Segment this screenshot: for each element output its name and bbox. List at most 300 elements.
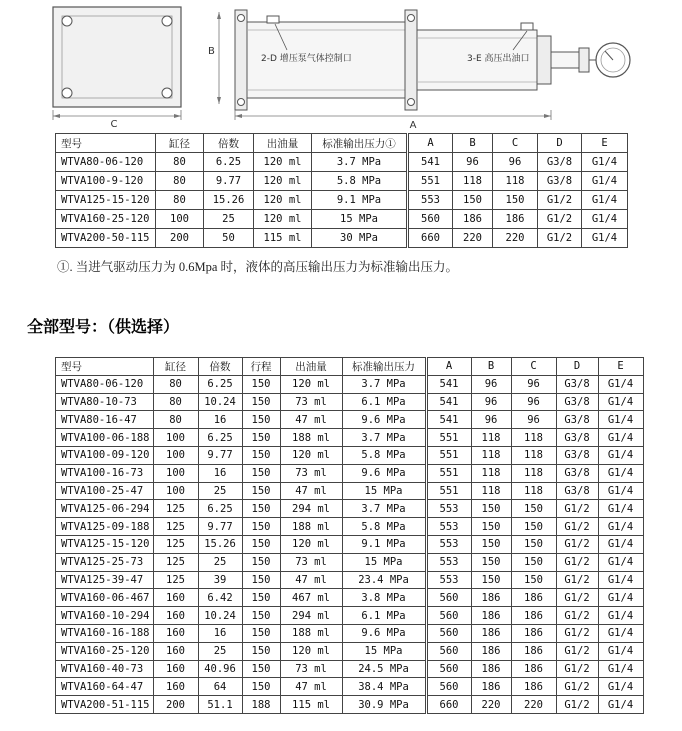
model-cell: WTVA160-10-294 (56, 607, 154, 625)
table-row (56, 191, 628, 210)
column-header: E (582, 134, 628, 153)
table-cell: G1/2 (556, 589, 598, 607)
model-cell: WTVA80-06-120 (56, 375, 154, 393)
column-header: E (598, 358, 643, 376)
table-cell: 188 ml (280, 518, 342, 536)
table-cell: 150 (242, 429, 280, 447)
bolt-hole-icon (238, 99, 245, 106)
bolt-hole-icon (62, 88, 72, 98)
table-cell: G1/4 (598, 571, 643, 589)
model-cell: WTVA100-06-188 (56, 429, 154, 447)
table-cell: 16 (198, 624, 242, 642)
table-cell: 80 (156, 191, 204, 210)
table-cell: G1/2 (556, 518, 598, 536)
table-cell: 150 (242, 375, 280, 393)
table-cell: G1/4 (598, 375, 643, 393)
table-cell: 3.7 MPa (342, 429, 426, 447)
table-cell: 150 (471, 500, 511, 518)
table-cell: G1/2 (556, 500, 598, 518)
table-cell: 9.1 MPa (312, 191, 408, 210)
column-header: A (426, 358, 471, 376)
table-cell: 220 (471, 696, 511, 714)
column-header: 标准输出压力 (342, 358, 426, 376)
table-cell: 150 (242, 589, 280, 607)
table-cell: G3/8 (538, 172, 582, 191)
table-cell: G1/4 (598, 696, 643, 714)
table-cell: 118 (471, 429, 511, 447)
table-cell: 160 (153, 589, 198, 607)
table-cell: 150 (511, 553, 556, 571)
table-cell: 150 (242, 607, 280, 625)
table-cell: 5.8 MPa (342, 518, 426, 536)
table-cell: 220 (493, 229, 538, 248)
model-cell: WTVA200-50-115 (56, 229, 156, 248)
table-cell: G3/8 (556, 464, 598, 482)
table-cell: 6.25 (198, 375, 242, 393)
table-cell: G1/2 (538, 210, 582, 229)
table-cell: 9.77 (198, 518, 242, 536)
model-cell: WTVA80-06-120 (56, 153, 156, 172)
column-header: 缸径 (153, 358, 198, 376)
table-row (56, 553, 644, 571)
table-cell: 150 (242, 482, 280, 500)
table-cell: 125 (153, 571, 198, 589)
table-cell: 9.6 MPa (342, 411, 426, 429)
table-cell: 186 (511, 607, 556, 625)
model-cell: WTVA80-16-47 (56, 411, 154, 429)
table-cell: 118 (511, 429, 556, 447)
footnote: ①. 当进气驱动压力为 0.6Mpa 时，液体的高压输出压力为标准输出压力。 (57, 260, 459, 274)
table-cell: 3.7 MPa (342, 500, 426, 518)
table-cell: 80 (153, 375, 198, 393)
table-cell: 553 (426, 571, 471, 589)
table-row (56, 696, 644, 714)
column-header: D (556, 358, 598, 376)
table-cell: 6.1 MPa (342, 393, 426, 411)
column-header: 出油量 (254, 134, 312, 153)
table-cell: 15 MPa (342, 642, 426, 660)
table-cell: 160 (153, 678, 198, 696)
table-cell: 120 ml (254, 172, 312, 191)
table-cell: 150 (471, 535, 511, 553)
table-cell: 150 (242, 571, 280, 589)
table-cell: 96 (471, 411, 511, 429)
table-cell: 186 (471, 589, 511, 607)
table-cell: 186 (471, 678, 511, 696)
table-cell: 186 (493, 210, 538, 229)
table-cell: 150 (511, 535, 556, 553)
table-cell: G1/2 (538, 191, 582, 210)
table-cell: 3.7 MPa (342, 375, 426, 393)
table-cell: 150 (471, 553, 511, 571)
table-cell: 118 (471, 482, 511, 500)
table-cell: 73 ml (280, 393, 342, 411)
table-cell: 9.1 MPa (342, 535, 426, 553)
table-row (56, 482, 644, 500)
column-header: 标准输出压力① (312, 134, 408, 153)
table-cell: G1/2 (556, 696, 598, 714)
table-cell: 200 (153, 696, 198, 714)
table-cell: 6.1 MPa (342, 607, 426, 625)
table-cell: 541 (408, 153, 453, 172)
bolt-hole-icon (62, 16, 72, 26)
table-cell: 150 (242, 535, 280, 553)
table-cell: 560 (426, 660, 471, 678)
table-cell: G3/8 (556, 446, 598, 464)
table-cell: 125 (153, 535, 198, 553)
table-cell: 188 (242, 696, 280, 714)
table-cell: G1/4 (598, 624, 643, 642)
table-cell: 188 ml (280, 624, 342, 642)
table-cell: 186 (471, 642, 511, 660)
table-cell: 25 (198, 553, 242, 571)
model-cell: WTVA125-25-73 (56, 553, 154, 571)
table-cell: 551 (426, 482, 471, 500)
table-row (56, 446, 644, 464)
dimension-a-label: A (409, 120, 417, 130)
table-cell: 150 (242, 446, 280, 464)
table-cell: 150 (511, 571, 556, 589)
table-cell: 294 ml (280, 500, 342, 518)
model-cell: WTVA125-15-120 (56, 191, 156, 210)
table-cell: 73 ml (280, 660, 342, 678)
table-cell: 118 (511, 482, 556, 500)
table-cell: 96 (471, 393, 511, 411)
end-cap (537, 36, 551, 84)
table-cell: 24.5 MPa (342, 660, 426, 678)
table-cell: 100 (153, 446, 198, 464)
table-cell: 186 (511, 678, 556, 696)
table-cell: 200 (156, 229, 204, 248)
column-header: 倍数 (204, 134, 254, 153)
table-cell: 15 MPa (342, 482, 426, 500)
table-cell: G1/4 (598, 660, 643, 678)
table-cell: 553 (408, 191, 453, 210)
table-cell: G1/2 (556, 535, 598, 553)
table-cell: 6.25 (198, 429, 242, 447)
cylinder-side-view-svg (205, 0, 655, 130)
table-row (56, 153, 628, 172)
table-cell: 150 (242, 678, 280, 696)
table-cell: 96 (511, 375, 556, 393)
table-row (56, 535, 644, 553)
table-cell: 560 (408, 210, 453, 229)
table-cell: 51.1 (198, 696, 242, 714)
table-cell: 6.42 (198, 589, 242, 607)
table-cell: 150 (511, 518, 556, 536)
table-cell: 551 (426, 464, 471, 482)
table-cell: 150 (242, 411, 280, 429)
table-cell: 50 (204, 229, 254, 248)
table-row (56, 464, 644, 482)
left-flange (235, 10, 247, 110)
table-cell: 25 (198, 642, 242, 660)
table-cell: 38.4 MPa (342, 678, 426, 696)
table-cell: 220 (453, 229, 493, 248)
table-cell: 553 (426, 500, 471, 518)
table-row (56, 229, 628, 248)
table-cell: G1/4 (598, 535, 643, 553)
table-cell: 541 (426, 393, 471, 411)
table-row (56, 500, 644, 518)
column-header: B (453, 134, 493, 153)
dimension-c-label: C (110, 119, 118, 129)
table-cell: 100 (153, 482, 198, 500)
table-cell: 553 (426, 535, 471, 553)
column-header: 型号 (56, 358, 154, 376)
table-row (56, 393, 644, 411)
port-2d-label: 2-D 增压泵气体控制口 (261, 54, 352, 64)
table-cell: 73 ml (280, 464, 342, 482)
table-cell: 3.8 MPa (342, 589, 426, 607)
table-cell: 80 (156, 153, 204, 172)
table-cell: 150 (242, 624, 280, 642)
oil-outlet-port (521, 23, 533, 30)
column-header: C (511, 358, 556, 376)
table-cell: 15.26 (198, 535, 242, 553)
table-cell: G1/4 (582, 191, 628, 210)
table-cell: 160 (153, 624, 198, 642)
table-cell: 186 (511, 660, 556, 678)
table-cell: 9.6 MPa (342, 464, 426, 482)
table-cell: G1/4 (582, 153, 628, 172)
flange-end-view-svg (50, 4, 190, 129)
table-cell: 150 (242, 660, 280, 678)
table-cell: 3.7 MPa (312, 153, 408, 172)
table-cell: 560 (426, 642, 471, 660)
table-cell: G3/8 (556, 375, 598, 393)
table-cell: 150 (242, 393, 280, 411)
table-cell: 551 (426, 429, 471, 447)
table-cell: 560 (426, 678, 471, 696)
table-row (56, 429, 644, 447)
table-cell: G1/2 (556, 553, 598, 571)
table-header-row (56, 358, 644, 376)
table-cell: G1/4 (598, 678, 643, 696)
table-cell: 118 (471, 464, 511, 482)
table-cell: 150 (242, 500, 280, 518)
table-row (56, 375, 644, 393)
cylinder-side-view (205, 0, 655, 135)
coupling (579, 48, 589, 72)
table-row (56, 411, 644, 429)
table-cell: 120 ml (280, 375, 342, 393)
table-row (56, 607, 644, 625)
table-cell: 115 ml (254, 229, 312, 248)
table-cell: 188 ml (280, 429, 342, 447)
outlet-rod (551, 52, 579, 68)
table-cell: 73 ml (280, 553, 342, 571)
table-cell: G1/4 (598, 482, 643, 500)
table-cell: 16 (198, 411, 242, 429)
table-cell: G3/8 (556, 393, 598, 411)
table-cell: 9.6 MPa (342, 624, 426, 642)
air-control-port (267, 16, 279, 23)
bolt-hole-icon (162, 16, 172, 26)
table-cell: 120 ml (280, 535, 342, 553)
table-header-row (56, 134, 628, 153)
table-cell: 47 ml (280, 678, 342, 696)
table-cell: 118 (511, 464, 556, 482)
table-cell: 294 ml (280, 607, 342, 625)
dimension-b-label: B (208, 46, 215, 57)
table-cell: 186 (511, 624, 556, 642)
column-header: 缸径 (156, 134, 204, 153)
table-cell: 150 (242, 518, 280, 536)
table-cell: 186 (511, 642, 556, 660)
table-cell: 150 (453, 191, 493, 210)
table-cell: 118 (471, 446, 511, 464)
table-row (56, 518, 644, 536)
column-header: B (471, 358, 511, 376)
model-cell: WTVA160-40-73 (56, 660, 154, 678)
flange-end-view (50, 4, 190, 134)
table-cell: G1/2 (556, 678, 598, 696)
table-cell: 150 (471, 571, 511, 589)
all-models-table (55, 357, 644, 714)
table-cell: 553 (426, 553, 471, 571)
table-row (56, 660, 644, 678)
table-cell: 47 ml (280, 571, 342, 589)
table-cell: 10.24 (198, 393, 242, 411)
bolt-hole-icon (408, 99, 415, 106)
table-cell: G1/4 (582, 172, 628, 191)
table-cell: 39 (198, 571, 242, 589)
model-cell: WTVA125-15-120 (56, 535, 154, 553)
table-cell: 160 (153, 607, 198, 625)
table-cell: 551 (426, 446, 471, 464)
model-cell: WTVA160-06-467 (56, 589, 154, 607)
table-cell: 120 ml (280, 446, 342, 464)
column-header: 行程 (242, 358, 280, 376)
table-cell: G1/4 (598, 642, 643, 660)
table-cell: 47 ml (280, 411, 342, 429)
table-cell: 186 (471, 624, 511, 642)
table-row (56, 589, 644, 607)
table-cell: G3/8 (556, 482, 598, 500)
table-cell: 25 (204, 210, 254, 229)
table-row (56, 172, 628, 191)
model-cell: WTVA200-51-115 (56, 696, 154, 714)
table-cell: G1/4 (598, 518, 643, 536)
column-header: A (408, 134, 453, 153)
table-row (56, 624, 644, 642)
table-cell: 560 (426, 624, 471, 642)
table-cell: G1/4 (598, 446, 643, 464)
table-cell: G1/4 (582, 210, 628, 229)
table-cell: 120 ml (254, 191, 312, 210)
table-cell: G1/4 (582, 229, 628, 248)
column-header: 型号 (56, 134, 156, 153)
table-cell: 120 ml (254, 210, 312, 229)
table-cell: 125 (153, 518, 198, 536)
table-cell: 16 (198, 464, 242, 482)
table-cell: G1/2 (556, 642, 598, 660)
table-cell: 553 (426, 518, 471, 536)
table-row (56, 571, 644, 589)
model-cell: WTVA100-9-120 (56, 172, 156, 191)
bolt-hole-icon (238, 15, 245, 22)
table-cell: 30 MPa (312, 229, 408, 248)
table-cell: 6.25 (204, 153, 254, 172)
table-cell: 541 (426, 375, 471, 393)
table-cell: 100 (153, 464, 198, 482)
table-cell: G1/2 (556, 571, 598, 589)
table-cell: 100 (156, 210, 204, 229)
table-cell: 15 MPa (342, 553, 426, 571)
table-cell: 560 (426, 607, 471, 625)
table-cell: 186 (471, 607, 511, 625)
model-cell: WTVA125-06-294 (56, 500, 154, 518)
table-cell: 9.77 (198, 446, 242, 464)
table-cell: 150 (242, 464, 280, 482)
table-cell: 23.4 MPa (342, 571, 426, 589)
table-cell: G1/4 (598, 429, 643, 447)
table-cell: G1/4 (598, 589, 643, 607)
table-cell: 30.9 MPa (342, 696, 426, 714)
table-cell: 660 (408, 229, 453, 248)
table-row (56, 642, 644, 660)
model-cell: WTVA125-39-47 (56, 571, 154, 589)
model-cell: WTVA100-25-47 (56, 482, 154, 500)
model-cell: WTVA160-25-120 (56, 642, 154, 660)
table-cell: 160 (153, 660, 198, 678)
table-cell: 5.8 MPa (342, 446, 426, 464)
table-cell: 125 (153, 500, 198, 518)
table-cell: 118 (511, 446, 556, 464)
table-cell: 5.8 MPa (312, 172, 408, 191)
table-cell: 150 (242, 553, 280, 571)
model-cell: WTVA160-25-120 (56, 210, 156, 229)
table-cell: 100 (153, 429, 198, 447)
table-row (56, 210, 628, 229)
table-cell: G1/4 (598, 411, 643, 429)
table-cell: 6.25 (198, 500, 242, 518)
table-cell: 660 (426, 696, 471, 714)
table-cell: 560 (426, 589, 471, 607)
table-cell: 10.24 (198, 607, 242, 625)
table-cell: 551 (408, 172, 453, 191)
table-row (56, 678, 644, 696)
table-cell: G1/4 (598, 393, 643, 411)
table-cell: 115 ml (280, 696, 342, 714)
column-header: D (538, 134, 582, 153)
model-cell: WTVA80-10-73 (56, 393, 154, 411)
model-cell: WTVA160-16-188 (56, 624, 154, 642)
table-cell: 150 (493, 191, 538, 210)
table-cell: 150 (511, 500, 556, 518)
table-cell: G3/8 (556, 429, 598, 447)
section-title: 全部型号：（供选择） (27, 319, 180, 336)
table-cell: 25 (198, 482, 242, 500)
table-cell: 15.26 (204, 191, 254, 210)
bolt-hole-icon (162, 88, 172, 98)
table-cell: 64 (198, 678, 242, 696)
table-cell: 40.96 (198, 660, 242, 678)
port-3e-label: 3-E 高压出油口 (467, 54, 530, 64)
table-cell: 118 (453, 172, 493, 191)
right-flange (405, 10, 417, 110)
table-cell: 186 (511, 589, 556, 607)
table-cell: 80 (153, 411, 198, 429)
model-cell: WTVA100-16-73 (56, 464, 154, 482)
table-cell: G3/8 (556, 411, 598, 429)
table-cell: 186 (471, 660, 511, 678)
table-cell: 118 (493, 172, 538, 191)
table-cell: 9.77 (204, 172, 254, 191)
model-cell: WTVA160-64-47 (56, 678, 154, 696)
primary-spec-table (55, 133, 628, 248)
